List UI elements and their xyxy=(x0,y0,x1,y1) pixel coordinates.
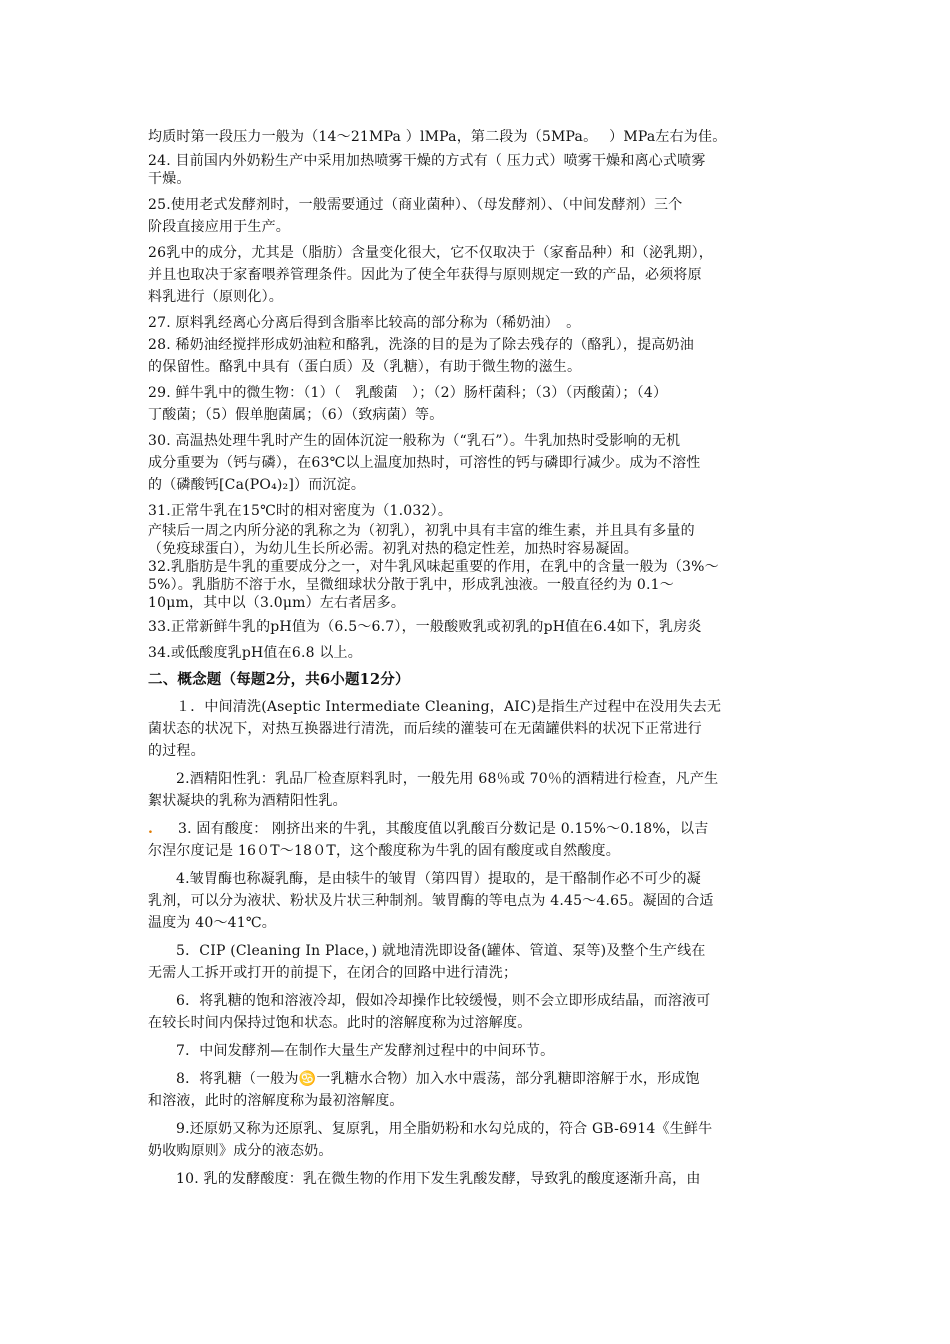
concept-line: 菌状态的状况下，对热互换器进行清洗，而后续的灌装可在无菌罐供料的状况下正常进行 xyxy=(148,721,702,737)
text-line: 10μm，其中以（3.0μm）左右者居多。 xyxy=(148,595,406,611)
concept-line: 乳剂，可以分为液状、粉状及片状三种制剂。皱胃酶的等电点为 4.45～4.65。凝固的合适 xyxy=(148,893,714,909)
concept-line: 温度为 40～41℃。 xyxy=(148,915,276,931)
concept-line: 2.酒精阳性乳：乳品厂检查原料乳时，一般先用 68％或 70％的酒精进行检查，凡产生 xyxy=(176,771,719,787)
text-line: 29. 鲜牛乳中的微生物：（1）（ 乳酸菌 ）；（2）肠杆菌科；（3）（丙酸菌）；（4） xyxy=(148,385,668,401)
concept-line: １．中间清洗(Aseptic Intermediate Cleaning，AIC)是指生产过程中在没用失去无 xyxy=(176,699,722,715)
concept-line-with-marker xyxy=(148,818,808,840)
text-line: 的（磷酸钙[Ca(PO₄)₂]）而沉淀。 xyxy=(148,477,366,493)
text-line: 丁酸菌；（5）假单胞菌属；（6）（致病菌）等。 xyxy=(148,407,444,423)
text-line: 5%）。乳脂肪不溶于水，呈微细球状分散于乳中，形成乳浊液。一般直径约为 0.1～ xyxy=(148,577,674,593)
text-line: 的保留性。酪乳中具有（蛋白质）及（乳糖），有助于微生物的滋生。 xyxy=(148,359,582,375)
text-line: 26乳中的成分，尤其是（脂肪）含量变化很大，它不仅取决于（家畜品种）和（泌乳期）， xyxy=(148,245,714,261)
concept-line: 奶收购原则》成分的液态奶。 xyxy=(148,1143,333,1159)
text-line: 成分重要为（钙与磷），在63℃以上温度加热时，可溶性的钙与磷即行减少。成为不溶性 xyxy=(148,455,701,471)
concept-line: 絮状凝块的乳称为酒精阳性乳。 xyxy=(148,793,347,809)
document-body xyxy=(148,126,808,1190)
text-line: 27. 原料乳经离心分离后得到含脂率比较高的部分称为（稀奶油） 。 xyxy=(148,315,581,331)
concept-line: 的过程。 xyxy=(148,743,205,759)
concept-line: 和溶液，此时的溶解度称为最初溶解度。 xyxy=(148,1093,404,1109)
text-line: 24. 目前国内外奶粉生产中采用加热喷雾干燥的方式有（ 压力式）喷雾干燥和离心式喷雾 xyxy=(148,153,706,169)
text-line: 33.正常新鲜牛乳的pH值为（6.5～6.7），一般酸败乳或初乳的pH值在6.4如下，乳房炎 xyxy=(148,619,702,635)
text-line: 34.或低酸度乳pH值在6.8 以上。 xyxy=(148,645,362,661)
text-line: 30. 高温热处理牛乳时产生的固体沉淀一般称为（“乳石”）。牛乳加热时受影响的无机 xyxy=(148,433,681,449)
concept-line: 8．将乳糖（一般为♋一乳糖水合物）加入水中震荡，部分乳糖即溶解于水，形成饱 xyxy=(176,1071,700,1087)
concept-line: 10. 乳的发酵酸度：乳在微生物的作用下发生乳酸发酵，导致乳的酸度逐渐升高，由 xyxy=(176,1171,701,1187)
text-line: 25.使用老式发酵剂时，一般需要通过（商业菌种）、（母发酵剂）、（中间发酵剂）三个 xyxy=(148,197,683,213)
text-line: 阶段直接应用于生产。 xyxy=(148,219,290,235)
text-line: （免疫球蛋白），为幼儿生长所必需。初乳对热的稳定性差，加热时容易凝固。 xyxy=(148,541,638,557)
section-heading: 二、概念题（每题2分，共6小题12分） xyxy=(148,671,410,688)
concept-line: 尔涅尔度记是 16０T～18０T，这个酸度称为牛乳的固有酸度或自然酸度。 xyxy=(148,843,620,859)
concept-line: 在较长时间内保持过饱和状态。此时的溶解度称为过溶解度。 xyxy=(148,1015,532,1031)
text-line: 31.正常牛乳在15℃时的相对密度为（1.032）。 xyxy=(148,503,453,519)
concept-line: 6．将乳糖的饱和溶液冷却，假如冷却操作比较缓慢，则不会立即形成结晶，而溶液可 xyxy=(176,993,711,1009)
text-line: 并且也取决于家畜喂养管理条件。因此为了使全年获得与原则规定一致的产品，必须将原 xyxy=(148,267,702,283)
concept-line: 7．中间发酵剂—在制作大量生产发酵剂过程中的中间环节。 xyxy=(176,1043,555,1059)
orange-dot-marker: . xyxy=(148,821,154,837)
concept-line-text: 3. 固有酸度： 刚挤出来的牛乳，其酸度值以乳酸百分数记是 0.15%～0.18%，以吉 xyxy=(178,821,709,837)
text-line: 28. 稀奶油经搅拌形成奶油粒和酪乳，洗涤的目的是为了除去残存的（酪乳），提高奶油 xyxy=(148,337,694,353)
concept-line: 9.还原奶又称为还原乳、复原乳，用全脂奶粉和水勾兑成的，符合 GB-6914《生鲜牛 xyxy=(176,1121,713,1137)
text-line: 料乳进行（原则化）。 xyxy=(148,289,283,305)
text-line: 产犊后一周之内所分泌的乳称之为（初乳），初乳中具有丰富的维生素，并且具有多量的 xyxy=(148,523,695,539)
concept-line: 5．CIP (Cleaning In Place，) 就地清洗即设备(罐体、管道、泵等)及整个生产线在 xyxy=(176,943,706,959)
concept-line: 4.皱胃酶也称凝乳酶，是由犊牛的皱胃（第四胃）提取的，是干酪制作必不可少的凝 xyxy=(176,871,701,887)
text-line: 32.乳脂肪是牛乳的重要成分之一，对牛乳风味起重要的作用，在乳中的含量一般为（3%～ xyxy=(148,559,719,575)
concept-line: 无需人工拆开或打开的前提下，在闭合的回路中进行清洗； xyxy=(148,965,518,981)
text-line: 干燥。 xyxy=(148,171,191,187)
text-line: 均质时第一段压力一般为（14～21MPa ）lMPa，第二段为（5MPa。 ）MPa左右为佳。 xyxy=(148,129,727,145)
